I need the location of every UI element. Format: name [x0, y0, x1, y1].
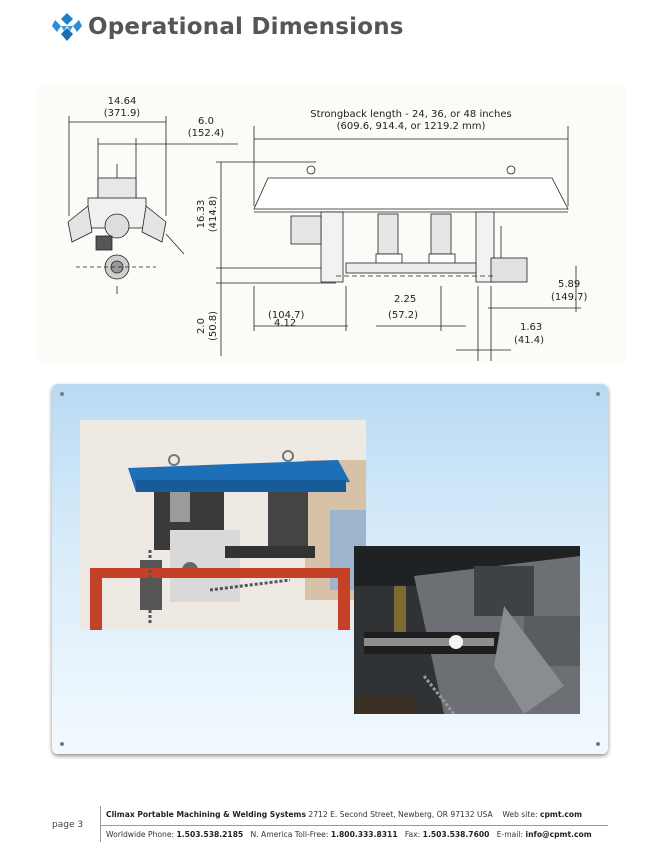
- dim-half-value: 6.0: [198, 116, 214, 127]
- dim-width-mm: (371.9): [103, 108, 141, 119]
- dimension-drawing: [36, 86, 626, 362]
- screw-icon: [60, 742, 64, 746]
- dim-589-value: 5.89: [558, 279, 581, 290]
- dim-412-mm: (104.7): [268, 310, 305, 321]
- screw-icon: [60, 392, 64, 396]
- email-link[interactable]: info@cpmt.com: [525, 830, 592, 839]
- web-label: Web site:: [502, 810, 538, 819]
- footer-divider: [100, 806, 101, 842]
- product-photo-detail: [354, 546, 580, 714]
- strongback-label: Strongback length - 24, 36, or 48 inches: [310, 109, 512, 120]
- strongback-label-mm: (609.6, 914.4, or 1219.2 mm): [336, 121, 486, 132]
- dimension-drawing-svg: [36, 86, 626, 362]
- phone-label: Worldwide Phone:: [106, 830, 175, 839]
- screw-icon: [596, 742, 600, 746]
- screw-icon: [596, 392, 600, 396]
- footer-line-company: [106, 810, 582, 819]
- page-header: [52, 12, 404, 42]
- web-link[interactable]: cpmt.com: [540, 810, 582, 819]
- fax-number: 1.503.538.7600: [422, 830, 490, 839]
- dim-width-value: 14.64: [107, 96, 137, 107]
- company-address: 2712 E. Second Street, Newberg, OR 97132 USA: [308, 810, 493, 819]
- product-photo-main: [80, 420, 366, 630]
- dim-225-value: 2.25: [394, 294, 417, 305]
- page-number: page 3: [52, 820, 84, 830]
- page-title: Operational Dimensions: [88, 14, 404, 40]
- dim-half-mm: (152.4): [187, 128, 225, 139]
- dim-589-mm: (149.7): [551, 292, 588, 303]
- dim-412-value: 4.12: [274, 318, 297, 329]
- dim-lower-mm: (50.8): [208, 310, 219, 342]
- tollfree-label: N. America Toll-Free:: [250, 830, 329, 839]
- dim-163-value: 1.63: [520, 322, 543, 333]
- tollfree-number: 1.800.333.8311: [330, 830, 398, 839]
- dim-height-mm: (414.8): [208, 195, 219, 233]
- fax-label: Fax:: [404, 830, 421, 839]
- dim-lower-value: 2.0: [196, 318, 207, 334]
- dim-225-mm: (57.2): [388, 310, 419, 321]
- dim-163-mm: (41.4): [514, 335, 545, 346]
- email-label: E-mail:: [496, 830, 524, 839]
- company-name: Climax Portable Machining & Welding Systems: [106, 810, 306, 819]
- footer-line-contact: [106, 830, 592, 839]
- dim-height-value: 16.33: [196, 199, 207, 229]
- page-footer: [52, 806, 608, 842]
- footer-rule: [100, 825, 608, 826]
- climax-logo-icon: [52, 12, 82, 42]
- phone-number: 1.503.538.2185: [176, 830, 244, 839]
